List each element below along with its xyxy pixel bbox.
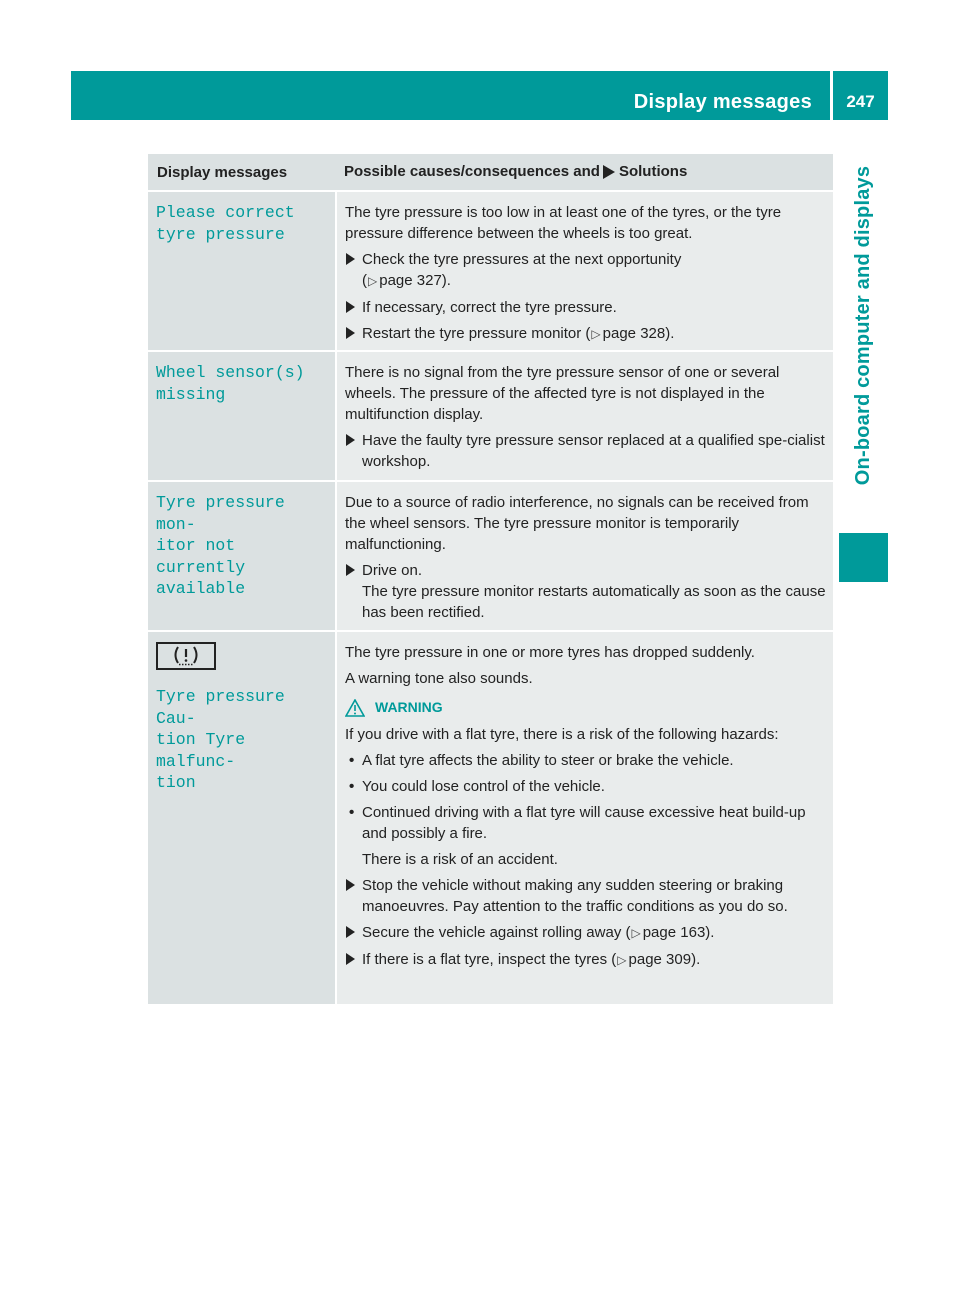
- chapter-marker: [839, 533, 888, 582]
- action-arrow-icon: [346, 564, 355, 576]
- tyre-pressure-warning-icon: [156, 642, 216, 670]
- solution-step: Restart the tyre pressure monitor (▷ page 328).: [345, 323, 826, 345]
- action-arrow-icon: [346, 327, 355, 339]
- page-number: 247: [846, 92, 875, 111]
- cause-text: The tyre pressure is too low in at least one of the tyres, or the tyre pressure difference between the wheels is too great.: [345, 204, 782, 242]
- column-header-messages: Display messages: [157, 164, 288, 181]
- page-reference-icon: ▷: [368, 274, 378, 288]
- column-header-solutions-label: Solutions: [618, 163, 688, 180]
- page-reference[interactable]: page 163).: [642, 924, 715, 941]
- table-row: [148, 632, 833, 1004]
- page-reference-icon: ▷: [631, 926, 641, 940]
- solution-step: Stop the vehicle without making any sudden steering or braking manoeuvres. Pay attention to the traffic conditions as you do so.: [345, 875, 826, 917]
- page-header: [71, 71, 888, 120]
- hazard-consequence: There is a risk of an accident.: [362, 851, 558, 868]
- warning-label: WARNING: [375, 699, 443, 715]
- warning-triangle-icon: [345, 699, 365, 717]
- table-row: [148, 352, 833, 480]
- action-arrow-icon: [346, 253, 355, 265]
- solution-step: Have the faulty tyre pressure sensor replaced at a qualified spe-cialist workshop.: [345, 430, 826, 472]
- action-arrow-icon: [603, 165, 615, 179]
- solution-step: Check the tyre pressures at the next opportunity (▷ page 327).: [345, 249, 826, 292]
- page-reference[interactable]: page 327).: [379, 272, 451, 289]
- hazard-item: • You could lose control of the vehicle.: [349, 778, 605, 795]
- column-header-causes: Possible causes/consequences and: [344, 163, 600, 180]
- display-message: Wheel sensor(s) missing: [156, 363, 305, 404]
- table-row: [148, 482, 833, 630]
- hazard-item: • A flat tyre affects the ability to steer or brake the vehicle.: [349, 752, 734, 769]
- cause-text: The tyre pressure in one or more tyres has dropped suddenly.: [345, 644, 755, 661]
- solution-step: Drive on. The tyre pressure monitor restarts automatically as soon as the cause has been rectified.: [345, 560, 826, 623]
- table-header: [148, 154, 833, 190]
- solution-step: If there is a flat tyre, inspect the tyres (▷ page 309).: [345, 949, 826, 971]
- page-reference-icon: ▷: [591, 327, 601, 341]
- column-header-solutions: [335, 154, 833, 190]
- solution-step: If necessary, correct the tyre pressure.: [345, 297, 826, 318]
- cause-text: A warning tone also sounds.: [345, 670, 533, 687]
- cause-text: There is no signal from the tyre pressure sensor of one or several wheels. The pressure of the affected tyre is not displayed in the multifunction display.: [345, 364, 780, 423]
- hazard-item: • Continued driving with a flat tyre will cause excessive heat build-up and possibly a fire.: [349, 804, 806, 842]
- warning-text: If you drive with a flat tyre, there is a risk of the following hazards:: [345, 726, 779, 743]
- solution-step: Secure the vehicle against rolling away (▷ page 163).: [345, 922, 826, 944]
- action-arrow-icon: [346, 301, 355, 313]
- section-title: Display messages: [633, 91, 812, 113]
- table-row: [148, 192, 833, 350]
- chapter-label: On-board computer and displays: [852, 165, 875, 485]
- warning-heading: [345, 697, 826, 718]
- page-reference[interactable]: page 309).: [628, 951, 701, 968]
- display-message: Please correct tyre pressure: [156, 203, 295, 244]
- display-message: Tyre pressure Cau‑ tion Tyre malfunc‑ tion: [156, 687, 285, 792]
- page-reference-icon: ▷: [617, 953, 627, 967]
- action-arrow-icon: [346, 434, 355, 446]
- display-message: Tyre pressure mon‑ itor not currently available: [156, 493, 285, 598]
- action-arrow-icon: [346, 879, 355, 891]
- action-arrow-icon: [346, 926, 355, 938]
- chapter-side-tab: [839, 130, 888, 520]
- cause-text: Due to a source of radio interference, no signals can be received from the wheel sensors. The tyre pressure monitor is temporarily malfunctioning.: [345, 494, 809, 553]
- display-messages-table: [148, 154, 833, 1006]
- action-arrow-icon: [346, 953, 355, 965]
- page-reference[interactable]: page 328).: [602, 325, 675, 342]
